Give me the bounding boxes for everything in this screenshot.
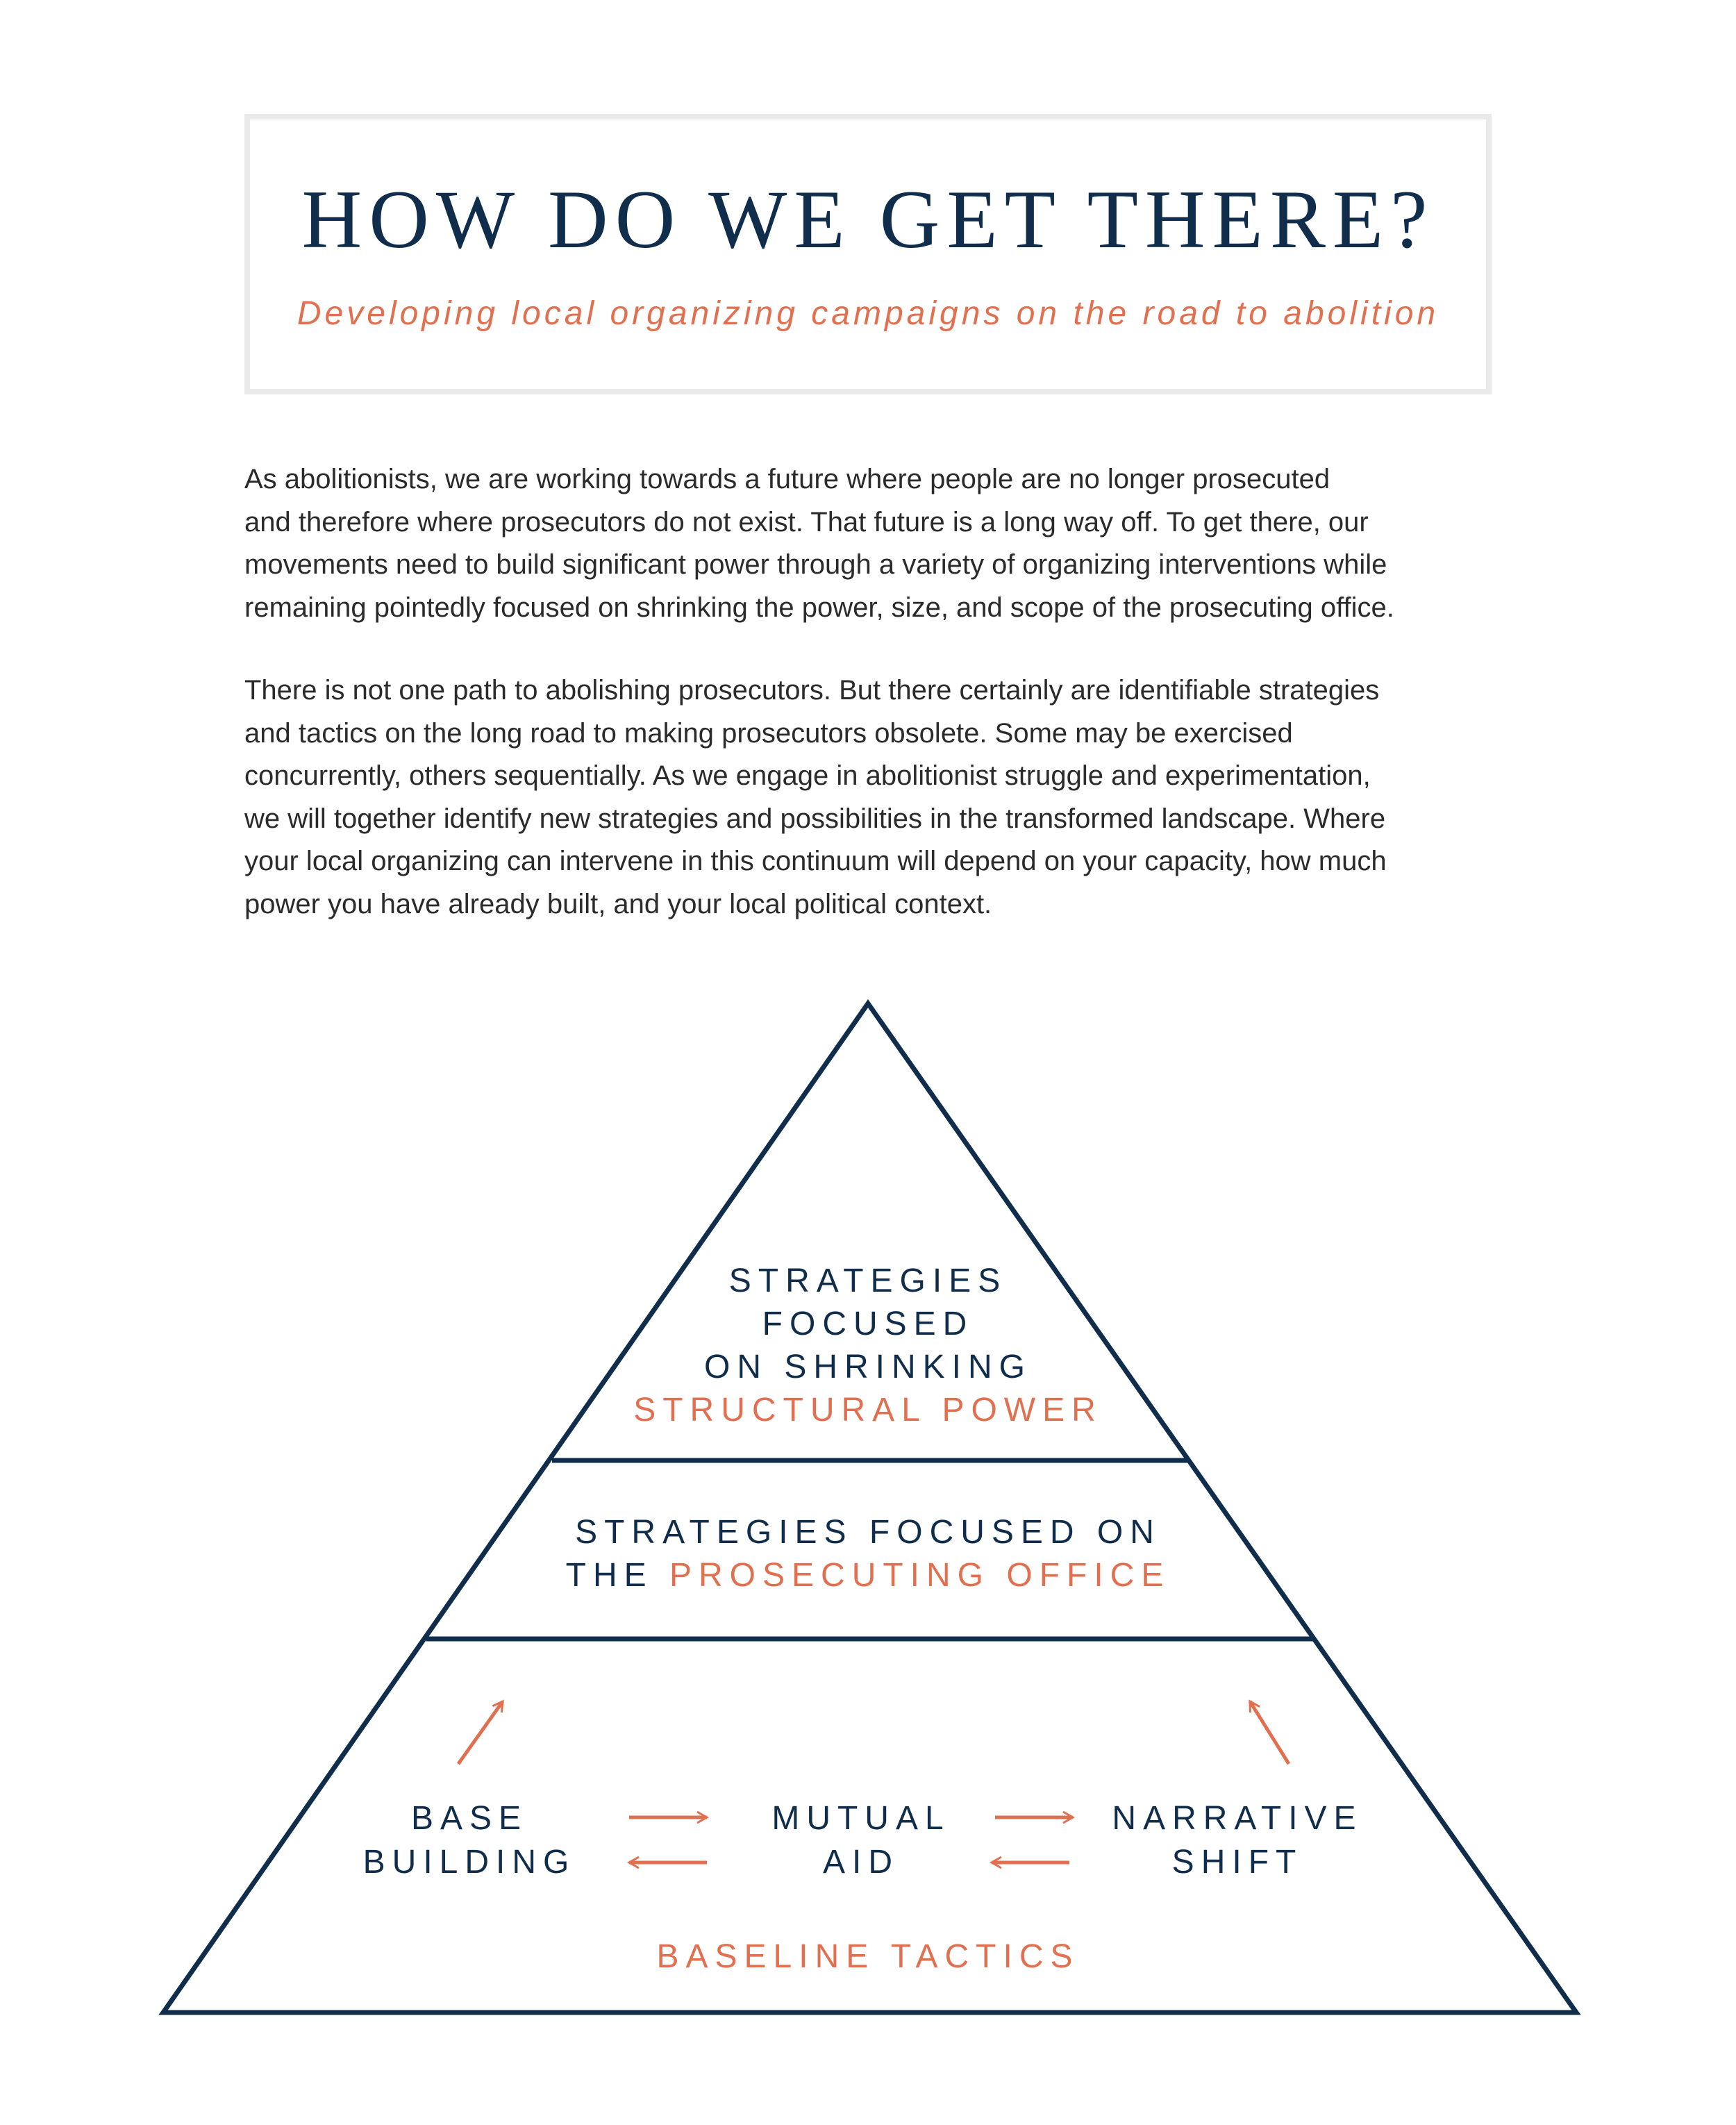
intro-paragraph: As abolitionists, we are working towards a future where people are no longer prosecuted and therefore where prosecutors do not exist. That future is a long way off. To get there, our movements need to build significant power through a variety of organizing interventions while remaining pointedly focused on shrinking the power, size, and scope of the prosecuting office. — [244, 464, 1394, 623]
top-tier-line-2: FOCUSED — [762, 1306, 974, 1342]
tactic-mutual-aid-line-2: AID — [822, 1844, 900, 1881]
top-tier-line-1: STRATEGIES — [728, 1262, 1008, 1299]
base-tier-label: BASELINE TACTICS — [656, 1938, 1080, 1975]
tactic-base-building-line-2: BUILDING — [362, 1844, 576, 1881]
top-tier-line-3: ON SHRINKING — [703, 1349, 1033, 1385]
tactic-base-building-line-1: BASE — [410, 1800, 528, 1837]
arrow-up-left-icon — [1250, 1701, 1289, 1764]
page-title: HOW DO WE GET THERE? — [301, 173, 1435, 265]
page-subtitle: Developing local organizing campaigns on the road to abolition — [297, 295, 1439, 332]
middle-tier-line-2 — [566, 1557, 1171, 1594]
strategy-paragraph: There is not one path to abolishing prosecutors. But there certainly are identifiable strategies and tactics on the long road to making prosecutors obsolete. Some may be exercised concurrently, others sequentially. As we engage in abolitionist struggle and experimentation, we will together identify new strategies and possibilities in the transformed landscape. Where your local organizing can intervene in this continuum will depend on your capacity, how much power you have already built, and your local political context. — [244, 675, 1387, 919]
top-tier-highlight: STRUCTURAL POWER — [633, 1392, 1103, 1428]
tactic-mutual-aid-line-1: MUTUAL — [771, 1800, 951, 1837]
middle-tier-prefix: THE — [565, 1557, 653, 1594]
middle-tier-line-1: STRATEGIES FOCUSED ON — [575, 1514, 1161, 1551]
arrow-up-right-icon — [458, 1701, 503, 1764]
middle-tier-highlight: PROSECUTING OFFICE — [669, 1557, 1171, 1594]
tactic-narrative-shift-line-1: NARRATIVE — [1112, 1800, 1363, 1837]
tactic-narrative-shift-line-2: SHIFT — [1171, 1844, 1303, 1881]
